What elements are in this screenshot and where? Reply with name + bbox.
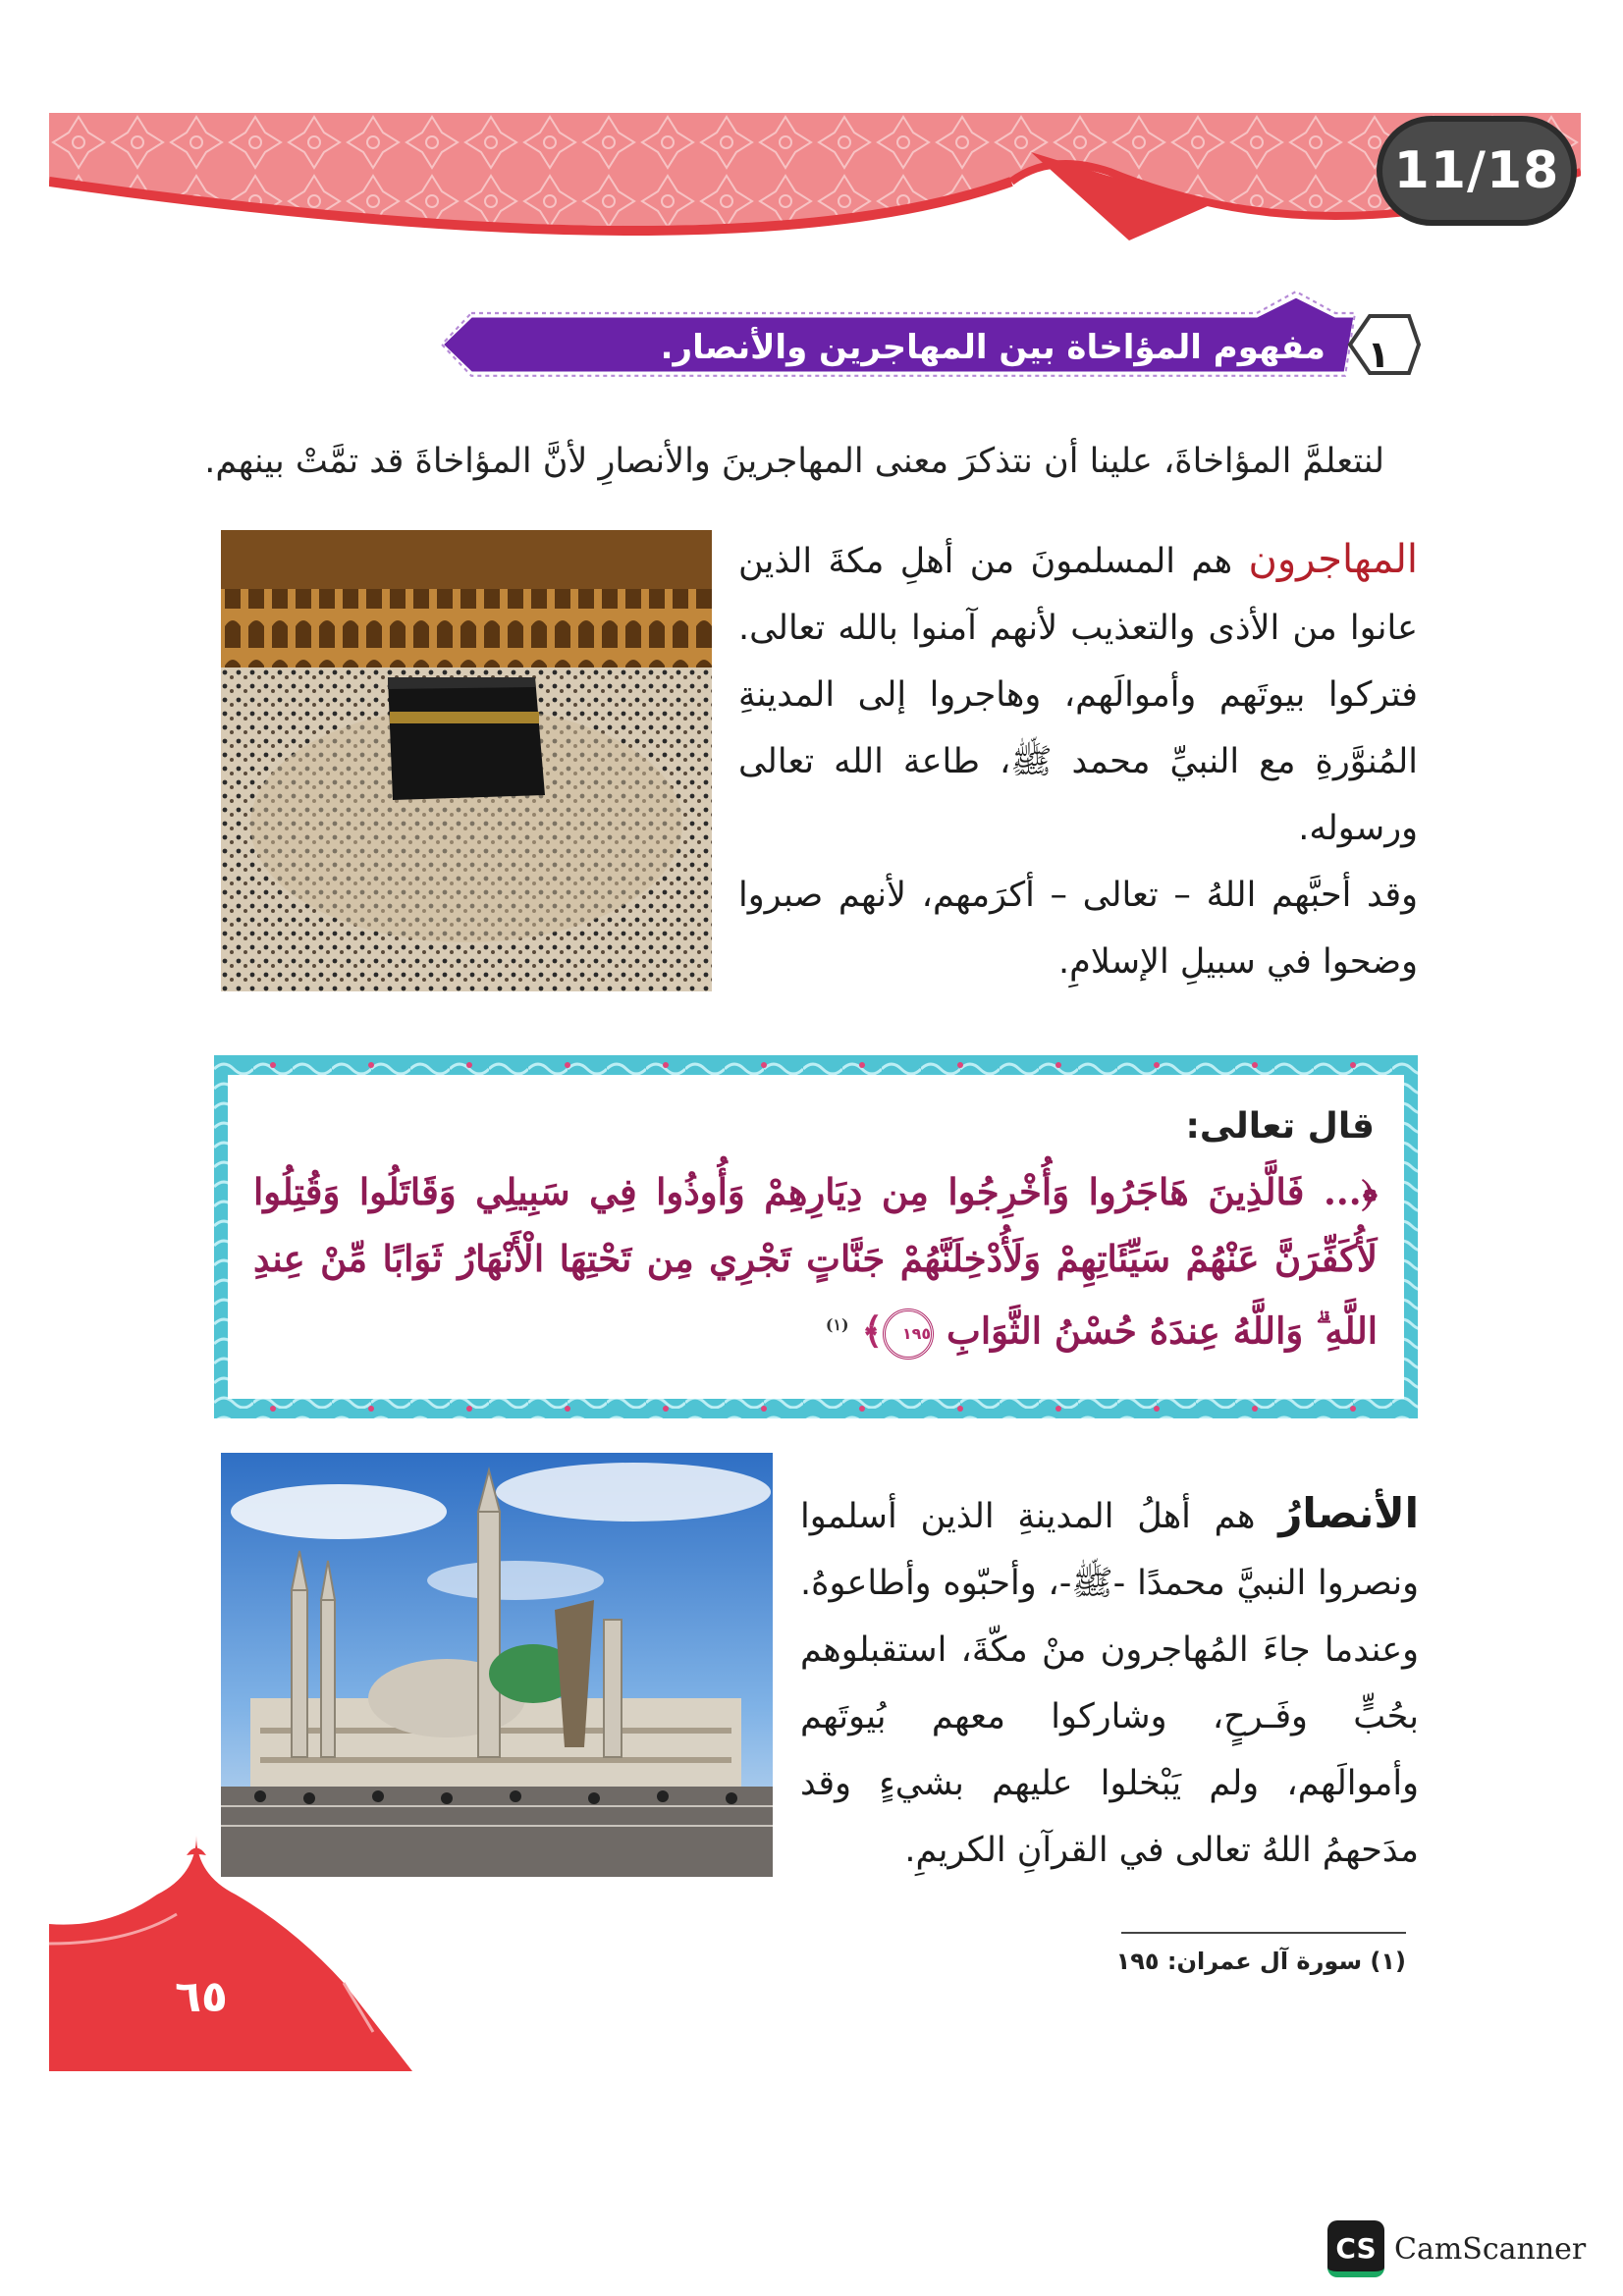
ayah-number-marker: ١٩٥	[883, 1308, 934, 1360]
prophets-mosque-photo	[221, 1453, 773, 1877]
footnote-reference: (١)	[825, 1315, 849, 1334]
verse-body: ﴿... فَالَّذِينَ هَاجَرُوا وَأُخْرِجُوا مِن دِيَارِهِمْ وَأُوذُوا فِي سَبِيلِي وَقَاتَلُوا وَقُتِلُوا لَأُكَفِّرَنَّ عَنْهُمْ سَيِّئَاتِهِمْ وَلَأُدْخِلَنَّهُمْ جَنَّاتٍ تَجْرِي مِن تَحْتِهَا الْأَنْهَارُ ثَوَابًا مِّنْ عِندِ اللَّهِ ۗ وَاللَّهُ عِندَهُ حُسْنُ الثَّوَابِ	[253, 1170, 1378, 1353]
quran-verse	[253, 1158, 1378, 1374]
top-decorative-banner	[49, 113, 1581, 260]
ansar-term: الأنصارُ	[1278, 1489, 1419, 1537]
camscanner-logo-icon: CS	[1327, 2220, 1384, 2277]
intro-paragraph: لنتعلمَّ المؤاخاةَ، علينا أن نتذكرَ معنى المهاجرينَ والأنصارِ لأنَّ المؤاخاةَ قد تمَّتْ بينهم.	[204, 442, 1384, 481]
section-number: ١	[1367, 333, 1390, 376]
kaaba-photo	[221, 530, 712, 991]
verse-closing-bracket: ﴾	[861, 1308, 884, 1353]
page-number: ٦٥	[175, 1972, 228, 2022]
ansar-paragraph	[800, 1480, 1419, 1912]
muhajirun-definition: هم المسلمونَ من أهلِ مكةَ الذين عانوا من الأذى والتعذيب لأنهم آمنوا بالله تعالى. فتركوا بيوتَهم وأموالَهم، وهاجروا إلى المدينةِ المُنوَّرةِ مع النبيِّ محمد ﷺ، طاعة الله تعالى ورسوله.	[738, 542, 1418, 848]
camscanner-watermark: CamScanner	[1394, 2232, 1587, 2267]
section-heading-text: مفهوم المؤاخاة بين المهاجرين والأنصار.	[660, 328, 1325, 367]
muhajirun-term: المهاجرون	[1248, 537, 1418, 582]
footnote: (١) سورة آل عمران: ١٩٥	[1115, 1948, 1406, 1975]
ansar-definition: هم أهلُ المدينةِ الذين أسلموا ونصروا النبيَّ محمدًا -ﷺ-، وأحبّوه وأطاعوهُ. وعندما جاءَ المُهاجرون منْ مكّةَ، استقبلوهم بحُبٍّ وفَـرحٍ، وشاركوا معهم بُيوتَهم وأموالَهم، ولم يَبْخلوا عليهم بشيءٍ وقد مدَحهمُ اللهُ تعالى في القرآنِ الكريمِ.	[800, 1497, 1419, 1870]
footnote-divider	[1121, 1932, 1406, 1934]
muhajirun-conclusion: وقد أحبَّهم اللهُ – تعالى – أكرَمهم، لأنهم صبروا وضحوا في سبيلِ الإسلامِ.	[738, 876, 1418, 982]
quran-intro-label: قال تعالى:	[1185, 1106, 1375, 1147]
muhajirun-paragraph	[738, 526, 1418, 1007]
page-counter-badge: 11/18	[1377, 116, 1577, 226]
page-number-badge	[49, 1836, 412, 2071]
